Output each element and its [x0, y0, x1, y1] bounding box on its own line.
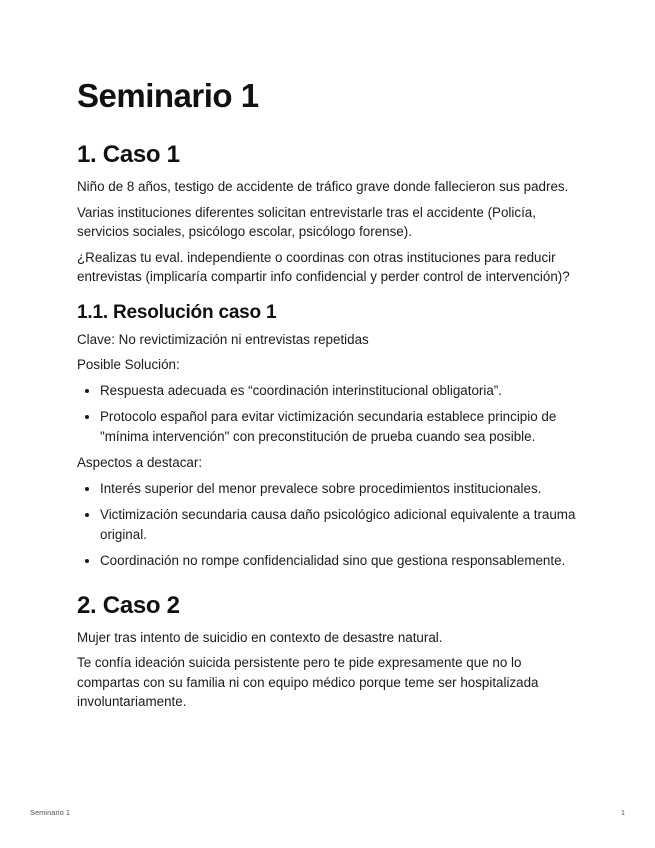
- solution-item: • Respuesta adecuada es “coordinación interinstitucional obligatoria”.: [100, 381, 587, 401]
- resolution1-heading: 1.1. Resolución caso 1: [77, 301, 277, 323]
- case1-paragraph-1: Niño de 8 años, testigo de accidente de tráfico grave donde fallecieron sus padres.: [77, 179, 569, 194]
- solution-list: [77, 381, 587, 447]
- footer-page-number: 1: [620, 808, 625, 817]
- case2-section: [77, 591, 587, 712]
- case1-paragraph-3: ¿Realizas tu eval. independiente o coordinas con otras instituciones para reducir entrevistas (implicaría compartir info confidencial y perder control de intervención)?: [77, 249, 570, 284]
- solution-item: • Protocolo español para evitar victimización secundaria establece principio de "mínima intervención" con preconstitución de prueba cuando sea posible.: [100, 407, 587, 446]
- case2-paragraph-1: Mujer tras intento de suicidio en contexto de desastre natural.: [77, 629, 443, 645]
- resolution1-key: Clave: No revictimización ni entrevistas repetidas: [77, 331, 369, 347]
- case1-paragraph-2: Varias instituciones diferentes solicitan entrevistarle tras el accidente (Policía, servicios sociales, psicólogo escolar, psicólogo forense).: [77, 204, 536, 239]
- aspects-list: [77, 479, 587, 571]
- aspects-item: • Coordinación no rompe confidencialidad sino que gestiona responsablemente.: [100, 551, 587, 571]
- case1-heading: 1. Caso 1: [77, 141, 180, 168]
- footer-title: Seminario 1: [30, 808, 71, 817]
- aspects-item: • Interés superior del menor prevalece sobre procedimientos institucionales.: [100, 479, 587, 499]
- aspects-item: • Victimización secundaria causa daño psicológico adicional equivalente a trauma original.: [100, 505, 587, 544]
- case2-heading: 2. Caso 2: [77, 591, 180, 619]
- document-title: Seminario 1: [77, 77, 259, 114]
- aspects-label: Aspectos a destacar:: [77, 455, 203, 470]
- solution-label: Posible Solución:: [77, 357, 180, 372]
- case2-paragraph-2: Te confía ideación suicida persistente pero te pide expresamente que no lo compartas con su familia ni con equipo médico porque teme ser hospitalizada involuntariamente.: [77, 655, 539, 709]
- document-page: [77, 76, 587, 718]
